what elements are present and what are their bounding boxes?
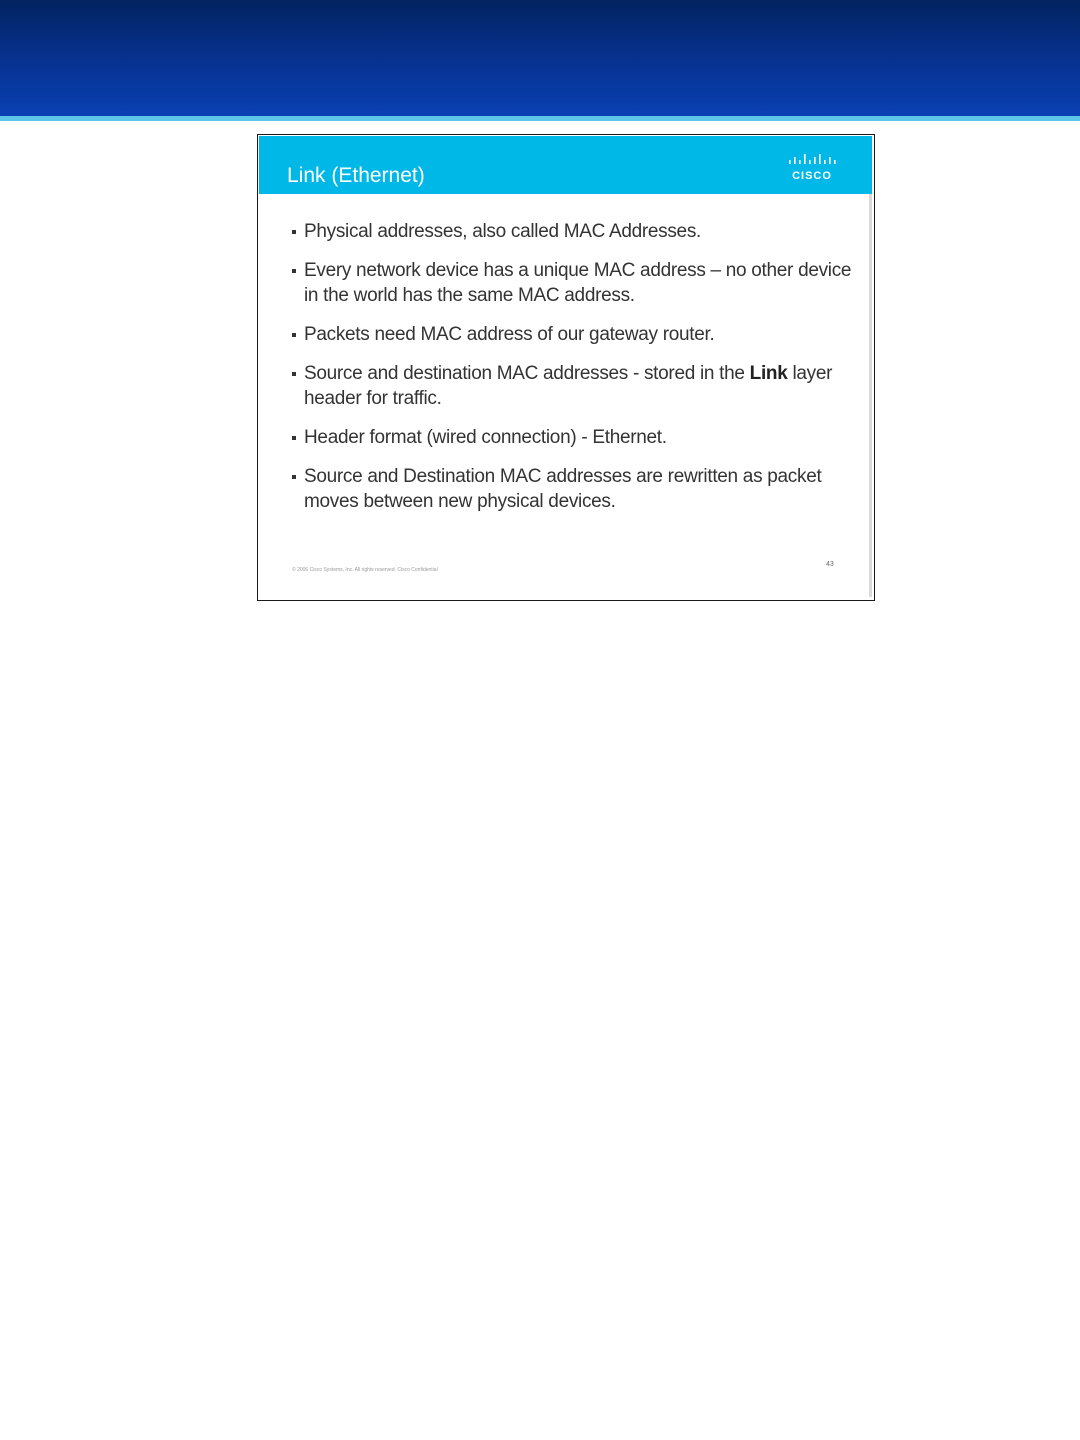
top-banner: [0, 0, 1080, 116]
bullet-text-before: Source and destination MAC addresses - stored in the: [304, 363, 750, 384]
bullet-marker: [292, 436, 296, 440]
slide-copyright-footer: © 2006 Cisco Systems, Inc. All rights reserved. Cisco Confidential: [292, 567, 438, 573]
bullet-bold-term: Link: [749, 363, 788, 384]
svg-text:CISCO: CISCO: [792, 170, 832, 182]
bullet-item: [290, 219, 860, 244]
bullet-item: [290, 464, 860, 514]
slide-title: Link (Ethernet): [287, 164, 425, 187]
bullet-item: [290, 425, 860, 450]
bullet-text: Physical addresses, also called MAC Addresses.: [304, 221, 702, 242]
slide-page-number: 43: [826, 561, 834, 568]
slide-thumbnail: [257, 134, 875, 601]
banner-rule: [0, 116, 1080, 121]
bullet-marker: [292, 230, 296, 234]
bullet-text-after: layer header for traffic.: [304, 363, 833, 409]
bullet-item: [290, 258, 860, 308]
bullet-item: [290, 322, 860, 347]
bullet-list: [290, 219, 860, 528]
slide-header-bar: [259, 136, 872, 194]
cisco-logo-icon: [785, 154, 841, 182]
slide-edge-shadow: [869, 137, 872, 597]
bullet-marker: [292, 475, 296, 479]
bullet-text: Header format (wired connection) - Ethernet.: [304, 427, 667, 448]
bullet-marker: [292, 333, 296, 337]
bullet-marker: [292, 372, 296, 376]
bullet-marker: [292, 269, 296, 273]
bullet-text: Every network device has a unique MAC address – no other device in the world has the same MAC address.: [304, 260, 852, 306]
bullet-item: [290, 361, 860, 411]
bullet-text: Packets need MAC address of our gateway router.: [304, 324, 715, 345]
bullet-text: Source and Destination MAC addresses are rewritten as packet moves between new physical devices.: [304, 466, 822, 512]
